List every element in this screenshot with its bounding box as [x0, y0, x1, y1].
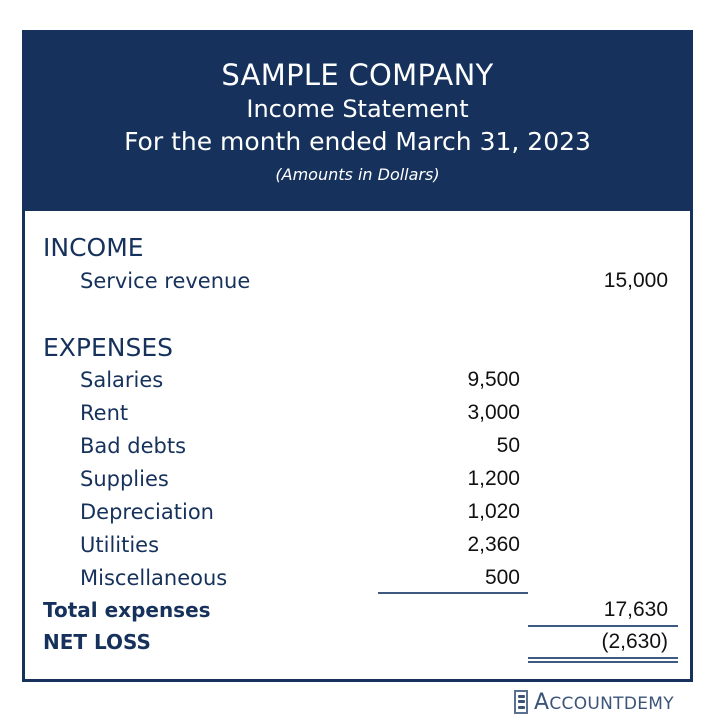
- expense-row: [25, 401, 690, 431]
- subtotal-rule: [378, 592, 528, 594]
- brand-name: [534, 690, 674, 715]
- income-amount: 15,000: [603, 269, 668, 292]
- expense-label: Supplies: [80, 467, 169, 491]
- expense-label: Depreciation: [80, 500, 214, 524]
- income-heading: INCOME: [43, 233, 144, 262]
- double-rule-top: [528, 657, 678, 659]
- expense-label: Rent: [80, 401, 129, 425]
- expense-row: [25, 500, 690, 530]
- expense-row: [25, 434, 690, 464]
- double-rule-bottom: [528, 661, 678, 663]
- income-row: [25, 269, 690, 299]
- expense-label: Utilities: [80, 533, 160, 557]
- company-name: SAMPLE COMPANY: [221, 58, 494, 92]
- expense-amount: 1,020: [467, 500, 520, 523]
- expense-amount: 9,500: [467, 368, 520, 391]
- expense-row: [25, 566, 690, 596]
- income-statement-card: [22, 30, 693, 682]
- brand-rest: CCOUNTDEMY: [549, 693, 674, 714]
- net-loss-amount: (2,630): [601, 630, 668, 653]
- brand-initial: A: [534, 689, 550, 715]
- expense-label: Salaries: [80, 368, 164, 392]
- accountdemy-logo-icon: [514, 690, 528, 714]
- total-expenses-row: [25, 598, 690, 628]
- income-label: Service revenue: [80, 269, 251, 293]
- expense-row: [25, 467, 690, 497]
- expense-amount: 3,000: [467, 401, 520, 424]
- total-expenses-label: Total expenses: [43, 598, 211, 622]
- expenses-heading: EXPENSES: [43, 333, 174, 362]
- expense-amount: 1,200: [467, 467, 520, 490]
- expense-amount: 500: [484, 566, 520, 589]
- expense-label: Miscellaneous: [80, 566, 228, 590]
- statement-header: [25, 33, 690, 211]
- total-rule: [528, 625, 678, 627]
- expense-label: Bad debts: [80, 434, 187, 458]
- expense-amount: 50: [496, 434, 520, 457]
- statement-period: For the month ended March 31, 2023: [124, 127, 591, 156]
- expense-row: [25, 368, 690, 398]
- net-loss-label: NET LOSS: [43, 630, 151, 654]
- statement-title: Income Statement: [246, 95, 469, 123]
- amounts-unit-note: (Amounts in Dollars): [275, 165, 440, 184]
- net-loss-row: [25, 630, 690, 660]
- expense-row: [25, 533, 690, 563]
- accountdemy-logo: [514, 688, 674, 716]
- total-expenses-amount: 17,630: [603, 598, 668, 621]
- expense-amount: 2,360: [467, 533, 520, 556]
